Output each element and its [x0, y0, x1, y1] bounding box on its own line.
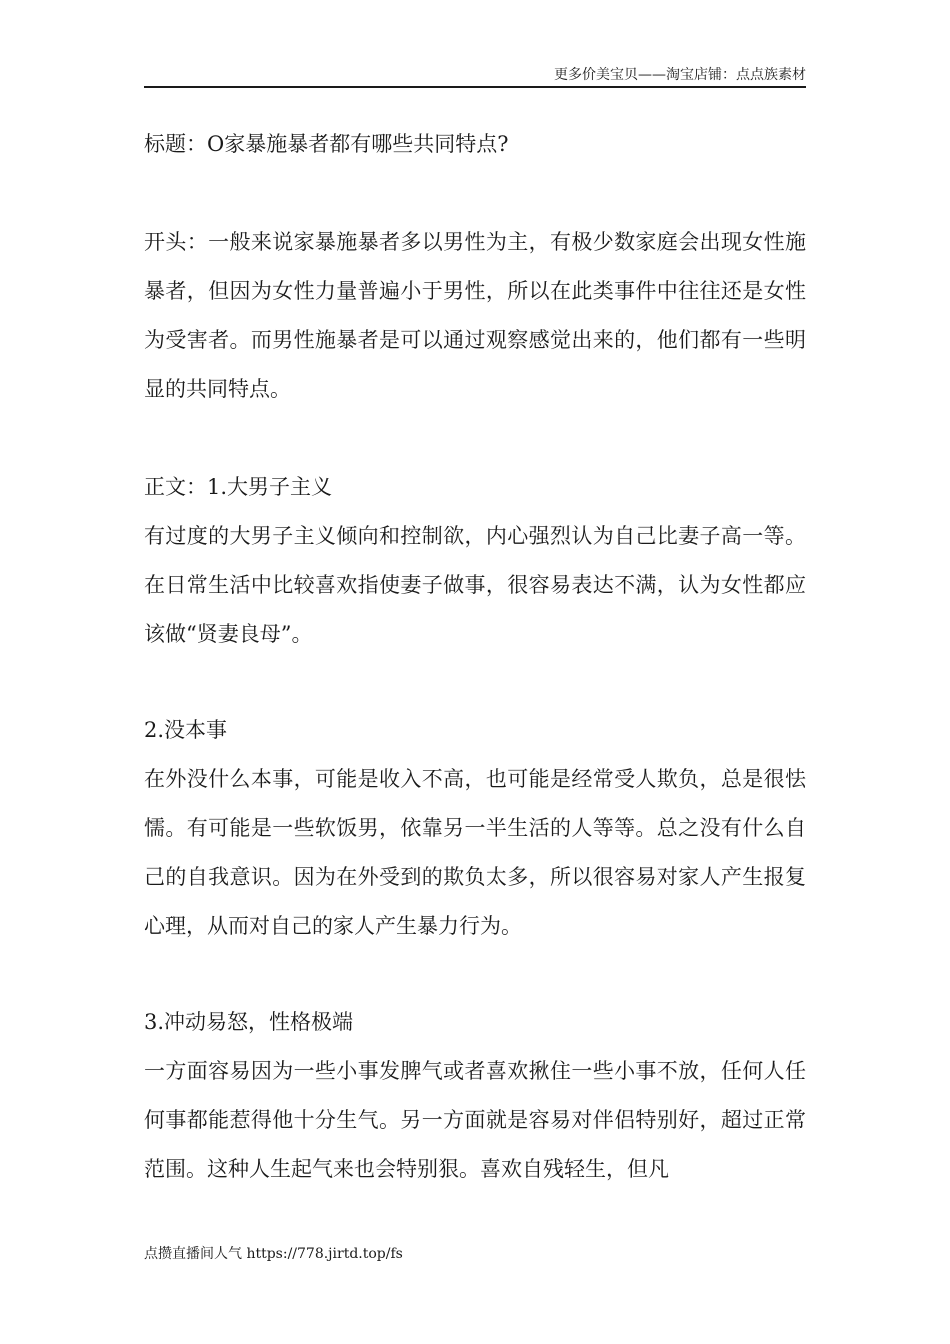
document-title: 标题：O家暴施暴者都有哪些共同特点? — [144, 132, 509, 156]
spacer — [144, 659, 806, 706]
section-3-heading: 3.冲动易怒，性格极端 — [144, 1010, 354, 1034]
page-footer — [144, 1244, 403, 1264]
spacer — [144, 414, 806, 463]
section-2-heading: 2.没本事 — [144, 718, 228, 742]
spacer — [144, 951, 806, 998]
section-1-heading: 正文：1.大男子主义 — [144, 475, 333, 499]
document-body — [144, 120, 806, 1194]
section-2-body: 在外没什么本事，可能是收入不高，也可能是经常受人欺负，总是很怯懦。有可能是一些软饭男，依靠另一半生活的人等等。总之没有什么自己的自我意识。因为在外受到的欺负太多，所以很容易对家人产生报复心理，从而对自己的家人产生暴力行为。 — [144, 767, 806, 938]
footer-text: 点攒直播间人气 https://778.jirtd.top/fs — [144, 1246, 403, 1262]
section-1-body: 有过度的大男子主义倾向和控制欲，内心强烈认为自己比妻子高一等。在日常生活中比较喜欢指使妻子做事，很容易表达不满，认为女性都应该做“贤妻良母”。 — [144, 524, 806, 646]
header-text: 更多价美宝贝——淘宝店铺：点点族素材 — [554, 67, 806, 83]
section-3-body: 一方面容易因为一些小事发脾气或者喜欢揪住一些小事不放，任何人任何事都能惹得他十分生气。另一方面就是容易对伴侣特别好，超过正常范围。这种人生起气来也会特别狠。喜欢自残轻生，但凡 — [144, 1059, 806, 1181]
intro-paragraph: 开头：一般来说家暴施暴者多以男性为主，有极少数家庭会出现女性施暴者，但因为女性力量普遍小于男性，所以在此类事件中往往还是女性为受害者。而男性施暴者是可以通过观察感觉出来的，他们都有一些明显的共同特点。 — [144, 230, 806, 401]
page-header — [144, 64, 806, 88]
spacer — [144, 169, 806, 218]
